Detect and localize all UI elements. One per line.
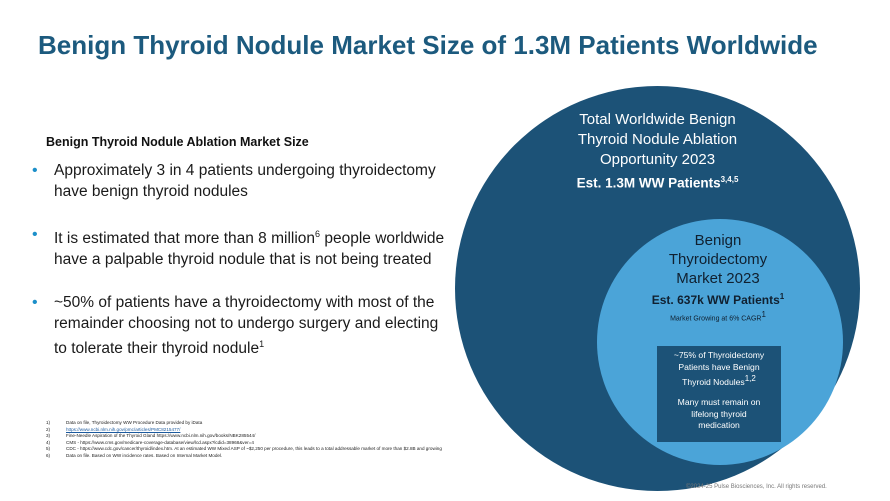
thyroidectomy-market-label xyxy=(618,231,818,325)
footnote xyxy=(46,440,446,447)
bullet-list xyxy=(28,160,448,381)
bullet-text: It is estimated that more than 8 million xyxy=(54,230,316,248)
page-title: Benign Thyroid Nodule Market Size of 1.3M Patients Worldwide xyxy=(38,30,818,60)
callout-line-3-sup: 1,2 xyxy=(744,374,756,383)
callout-line-4: Many must remain on xyxy=(677,397,761,408)
outer-line-2: Thyroid Nodule Ablation xyxy=(577,131,738,148)
callout-line-3 xyxy=(657,373,781,388)
inner-estimate xyxy=(618,288,818,309)
footnote-text: Data on file. Based on WW incidence rates. Based on Internal Market Model. xyxy=(66,452,223,458)
footnote-number: 1) xyxy=(46,420,51,425)
outer-estimate-sup: 3,4,5 xyxy=(720,175,739,184)
callout-line-6: medication xyxy=(698,420,740,431)
outer-estimate-text: Est. 1.3M WW Patients xyxy=(576,175,721,191)
outer-line-1: Total Worldwide Benign xyxy=(579,111,736,128)
footnote-text: CMS - https://www.cms.gov/medicare-coverage-database/view/lcd.aspx?lcdid=38968&ver=4 xyxy=(66,439,254,445)
inner-line-1: Benign xyxy=(694,232,742,249)
footnote-number: 2) xyxy=(46,426,51,432)
worldwide-opportunity-label xyxy=(520,110,795,194)
footnote-text: Fine-Needle Aspiration of the Thyroid Gland https://www.ncbi.nlm.nih.gov/books/NBK285544/ xyxy=(66,433,256,439)
outer-estimate xyxy=(520,170,795,194)
bullet-superscript: 1 xyxy=(259,339,265,350)
bullet-dot-icon: • xyxy=(32,226,38,243)
inner-line-3: Market 2023 xyxy=(676,270,760,287)
footnote-number: 5) xyxy=(46,446,51,452)
market-growth-text: Market Growing at 6% CAGR xyxy=(670,315,762,323)
footnote-number: 4) xyxy=(46,439,51,445)
footnote xyxy=(46,453,446,460)
bullet-text-tail: people worldwide have a palpable thyroid nodule that is not being treated xyxy=(54,230,445,269)
footnote-text: CDC - https://www.cdc.gov/cancer/thyroid/index.htm. At an estimated WW Mixed ASP of ~$2,250 per procedure, this leads to a total addressable market of more than $2.8B and growing xyxy=(66,446,442,452)
inner-estimate-text: Est. 637k WW Patients xyxy=(651,293,780,307)
callout-line-1: ~75% of Thyroidectomy xyxy=(673,350,765,360)
bullet-text: ~50% of patients have a thyroidectomy with most of the remainder choosing not to undergo surgery and electing to tolerate their thyroid nodule xyxy=(54,294,439,358)
callout-line-3-text: Thyroid Nodules xyxy=(682,376,745,387)
footnote-link-text[interactable]: https://www.ncbi.nlm.nih.gov/pmc/articles/PMC8215477/ xyxy=(66,426,181,432)
market-growth xyxy=(618,309,818,325)
footnote-number: 3) xyxy=(46,433,51,439)
bullet-text: Approximately 3 in 4 patients undergoing thyroidectomy have benign thyroid nodules xyxy=(54,162,436,200)
bullet-superscript: 6 xyxy=(315,229,321,239)
footnote-link[interactable] xyxy=(66,427,446,434)
footnote-number: 6) xyxy=(46,452,51,458)
footnote xyxy=(46,433,446,440)
callout-spacer xyxy=(657,388,781,397)
callout-line-2: Patients have Benign xyxy=(678,361,760,372)
callout-line-5: lifelong thyroid xyxy=(691,408,747,419)
bullet-dot-icon: • xyxy=(32,294,38,312)
market-growth-sup: 1 xyxy=(761,310,766,319)
footnote xyxy=(46,420,446,427)
footnote xyxy=(46,427,446,434)
footnote-text: Data on file, Thyroidectomy WW Procedure Data provided by iData xyxy=(66,420,203,425)
footnotes xyxy=(46,420,446,460)
inner-estimate-sup: 1 xyxy=(779,292,785,301)
bullet-item xyxy=(28,160,448,202)
bullet-item xyxy=(28,292,448,359)
footnote xyxy=(46,446,446,453)
benign-nodules-callout xyxy=(657,346,781,442)
bullet-dot-icon: • xyxy=(32,162,38,179)
inner-line-2: Thyroidectomy xyxy=(668,251,768,268)
section-heading: Benign Thyroid Nodule Ablation Market Size xyxy=(46,135,309,149)
outer-line-3: Opportunity 2023 xyxy=(599,151,716,168)
copyright-notice: ©2024-25 Pulse Biosciences, Inc. All rights reserved. xyxy=(686,484,827,490)
bullet-item xyxy=(28,224,448,270)
